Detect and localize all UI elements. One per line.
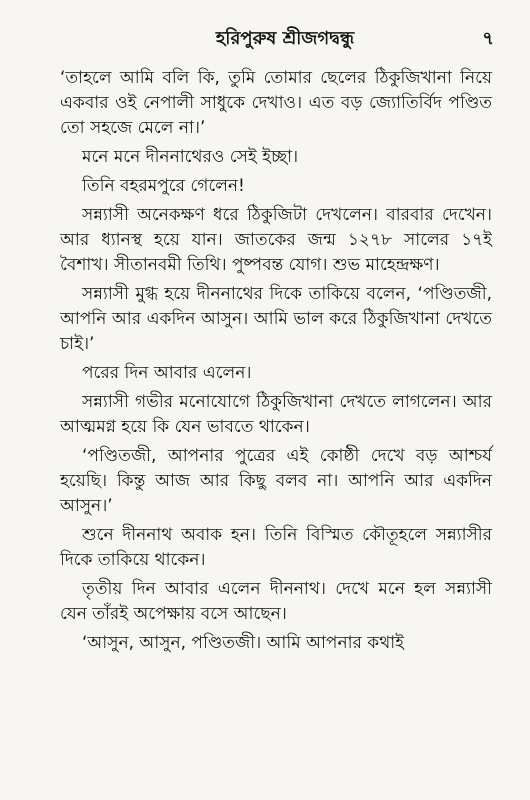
paragraph: ‘তাহলে আমি বলি কি, তুমি তোমার ছেলের ঠিকুজিখানা নিয়ে একবার ওই নেপালী সাধুকে দেখাও। এত বড় জ্যোতির্বিদ পণ্ডিত তো সহজে মেলে না।’ [60, 68, 492, 138]
paragraph: সন্ন্যাসী গভীর মনোযোগে ঠিকুজিখানা দেখতে লাগলেন। আর আত্মমগ্ন হয়ে কি যেন ভাবতে থাকেন। [60, 392, 492, 437]
paragraph: তৃতীয় দিন আবার এলেন দীননাথ। দেখে মনে হল সন্ন্যাসী যেন তাঁরই অপেক্ষায় বসে আছেন। [60, 579, 492, 624]
page-header [0, 24, 530, 58]
running-title: হরিপুরুষ শ্রীজগদ্বন্ধু [215, 28, 355, 49]
page-number: ৭ [482, 28, 494, 49]
paragraph: তিনি বহরমপুরে গেলেন! [82, 176, 245, 196]
paragraph: পরের দিন আবার এলেন। [82, 363, 252, 383]
paragraph: মনে মনে দীননাথেরও সেই ইচ্ছা। [82, 147, 299, 167]
paragraph: ‘পণ্ডিতজী, আপনার পুত্রের এই কোষ্ঠী দেখে বড় আশ্চর্য হয়েছি। কিন্তু আজ আর কিছু বলব না। আপনি আর একদিন আসুন।’ [60, 446, 492, 516]
paragraph: শুনে দীননাথ অবাক হন। তিনি বিস্মিত কৌতূহলে সন্ন্যাসীর দিকে তাকিয়ে থাকেন। [60, 525, 492, 570]
paragraph: সন্ন্যাসী অনেকক্ষণ ধরে ঠিকুজিটা দেখলেন। বারবার দেখেন। আর ধ্যানস্থ হয়ে যান। জাতকের জন্ম ১২৭৮ সালের ১৭ই বৈশাখ। সীতানবমী তিথি। পুষ্পবন্ত যোগ। শুভ মাহেন্দ্রক্ষণ। [60, 205, 492, 275]
paragraph: ‘আসুন, আসুন, পণ্ডিতজী। আমি আপনার কথাই [82, 633, 404, 653]
body-text [60, 66, 492, 784]
paragraph: সন্ন্যাসী মুগ্ধ হয়ে দীননাথের দিকে তাকিয়ে বলেন, ‘পণ্ডিতজী, আপনি আর একদিন আসুন। আমি ভাল করে ঠিকুজিখানা দেখতে চাই।’ [60, 284, 492, 354]
